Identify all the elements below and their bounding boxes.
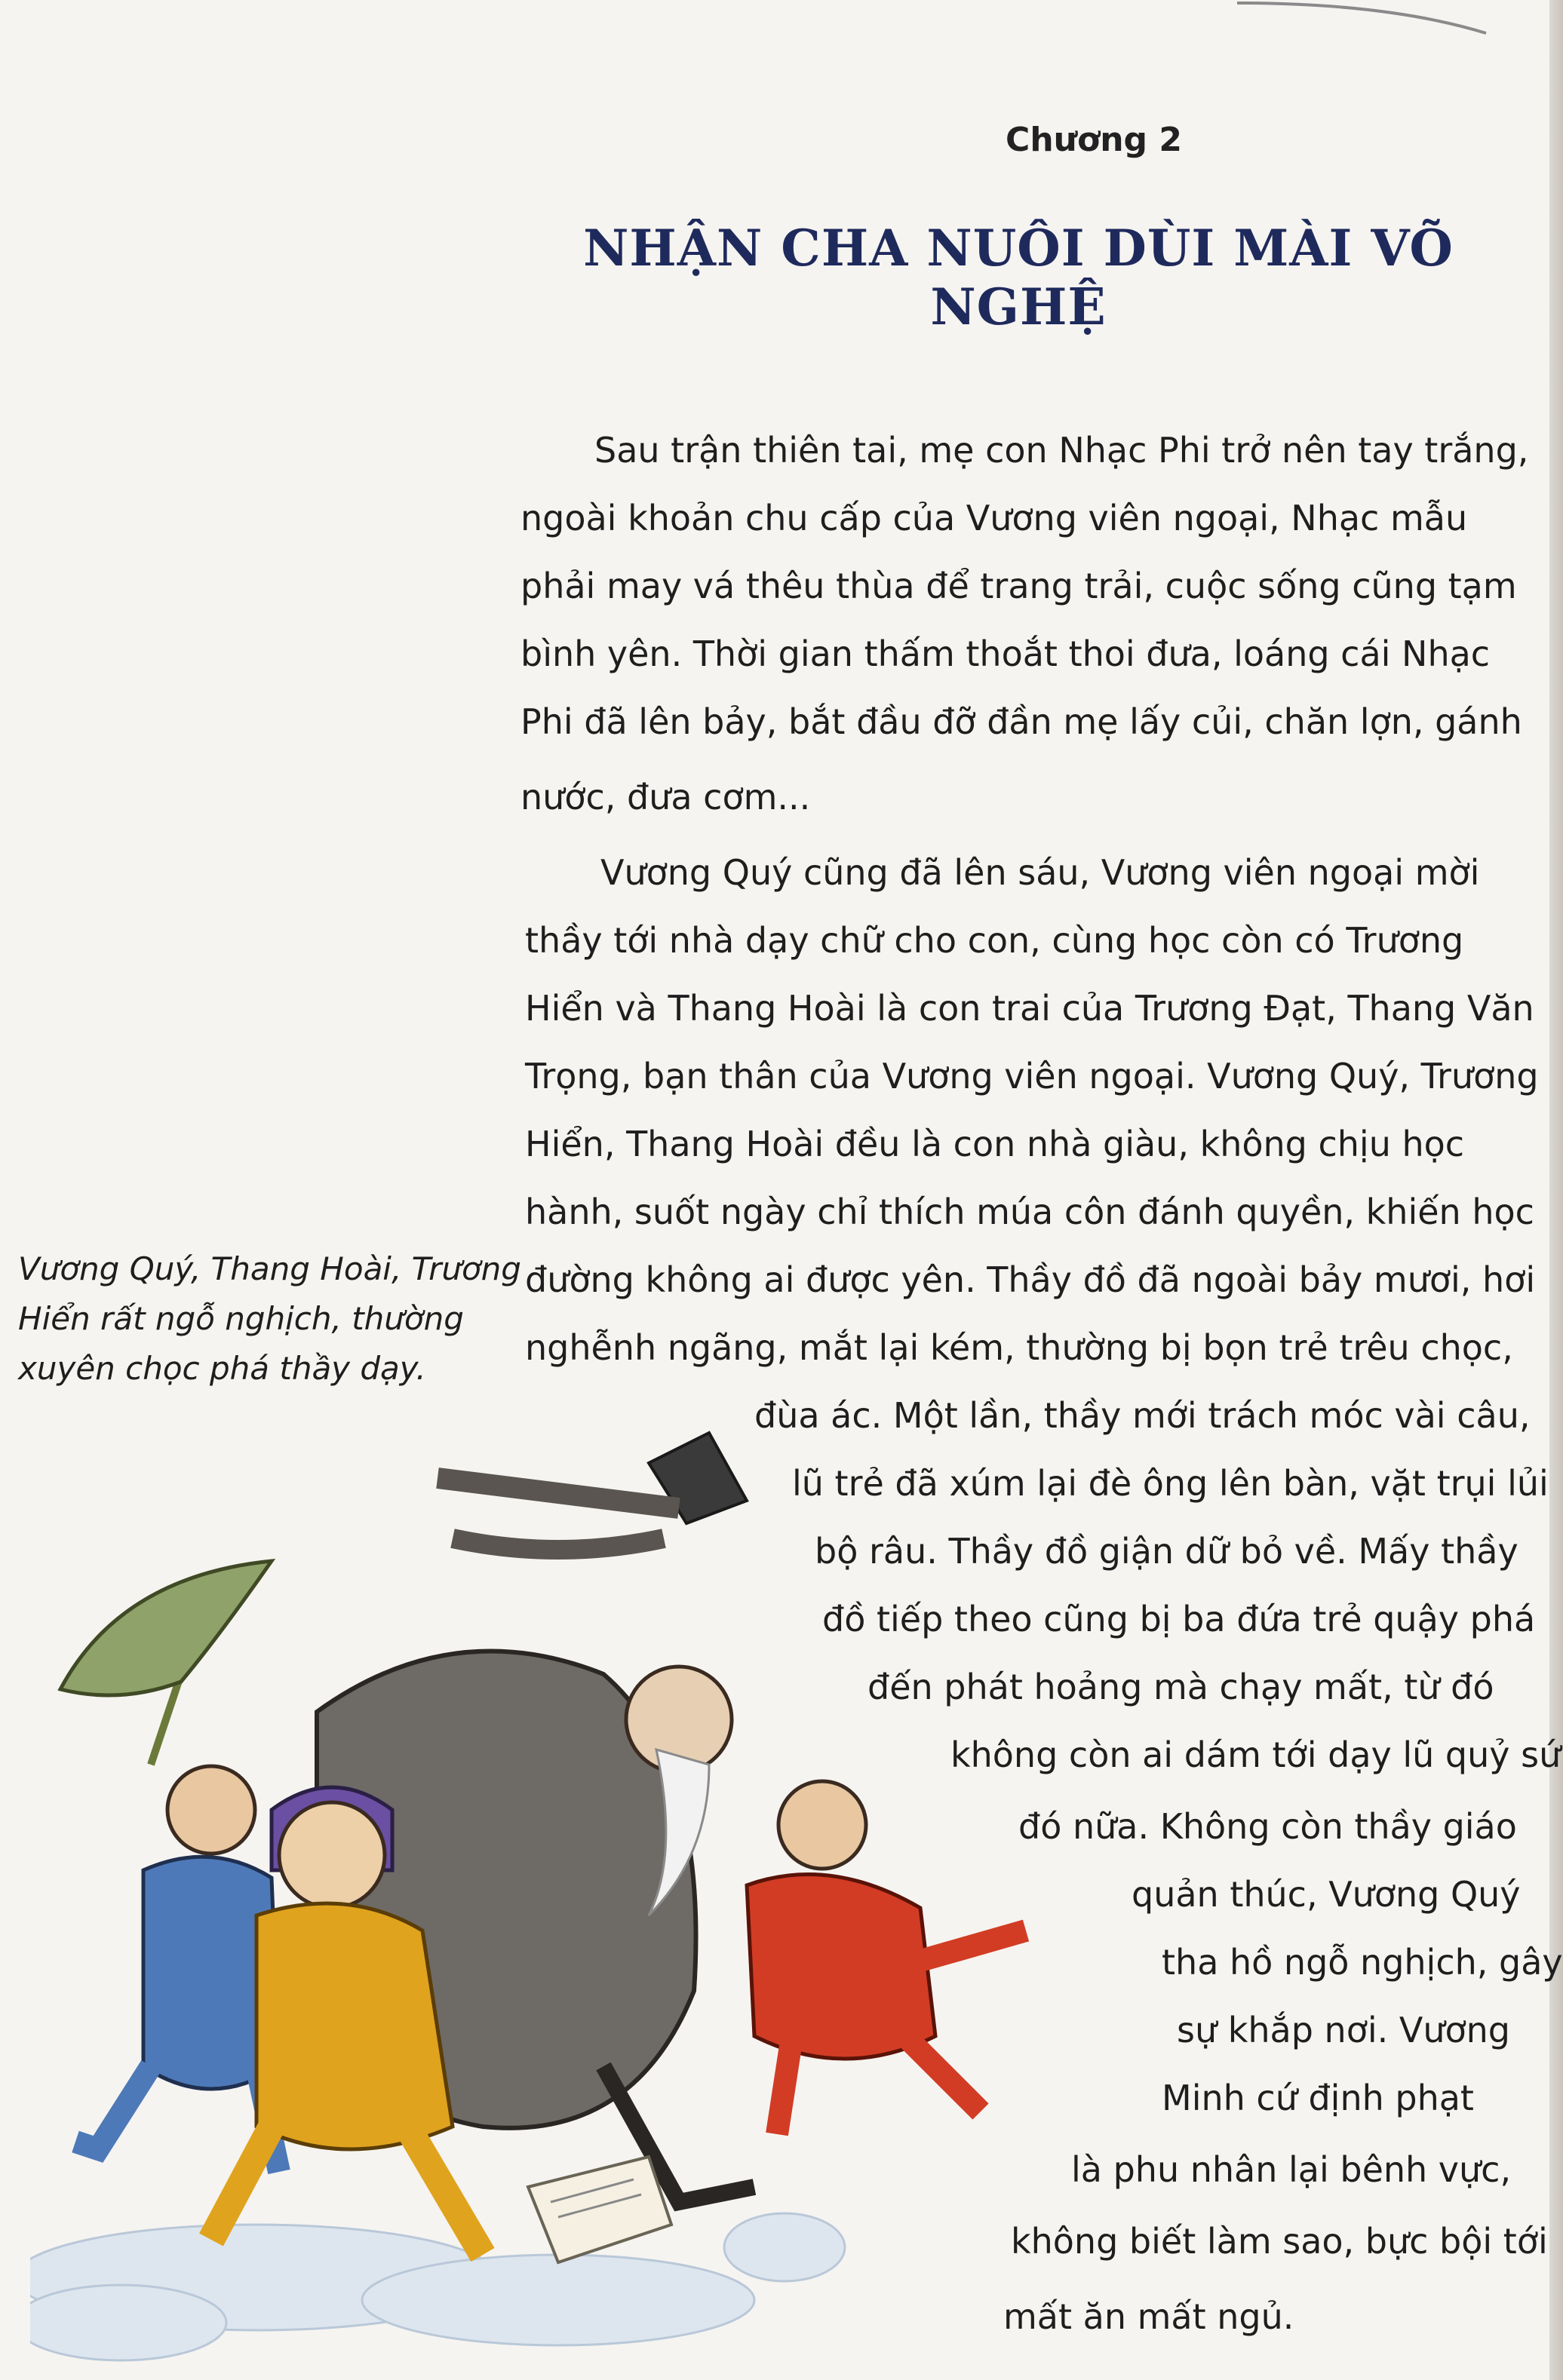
body-line: đồ tiếp theo cũng bị ba đứa trẻ quậy phá	[822, 1599, 1536, 1639]
caption-line: Hiển rất ngỗ nghịch, thường	[18, 1300, 464, 1337]
body-line: nước, đưa cơm...	[520, 777, 811, 817]
body-line: Trọng, bạn thân của Vương viên ngoại. Vương Quý, Trương	[525, 1056, 1539, 1096]
chapter-title: NHẬN CHA NUÔI DÙI MÀI VÕ NGHỆ	[583, 219, 1454, 336]
boy-red	[747, 1781, 1026, 2134]
body-line: Hiển, Thang Hoài đều là con nhà giàu, không chịu học	[525, 1124, 1465, 1164]
body-line: quản thúc, Vương Quý	[1132, 1874, 1521, 1915]
body-line: đường không ai được yên. Thầy đồ đã ngoài bảy mươi, hơi	[525, 1259, 1536, 1300]
body-line: lũ trẻ đã xúm lại đè ông lên bàn, vặt trụi lủi	[792, 1463, 1549, 1504]
body-line: Vương Quý cũng đã lên sáu, Vương viên ngoại mời	[600, 852, 1480, 893]
body-line: không còn ai dám tới dạy lũ quỷ sứ	[950, 1734, 1561, 1775]
chapter-label: Chương 2	[1006, 121, 1182, 159]
body-line: là phu nhân lại bênh vực,	[1071, 2149, 1512, 2190]
body-line: bộ râu. Thầy đồ giận dữ bỏ về. Mấy thầy	[815, 1531, 1518, 1572]
cloud-ground	[30, 2213, 845, 2360]
body-line: hành, suốt ngày chỉ thích múa côn đánh quyền, khiến học	[525, 1192, 1534, 1232]
boy-blue	[75, 1766, 279, 2172]
body-line: tha hồ ngỗ nghịch, gây	[1162, 1942, 1563, 1983]
illustration-caption	[18, 1244, 521, 1394]
caption-line: xuyên chọc phá thầy dạy.	[18, 1350, 426, 1387]
body-line: Phi đã lên bảy, bắt đầu đỡ đần mẹ lấy củi, chăn lợn, gánh	[520, 701, 1522, 742]
body-line: Minh cứ định phạt	[1162, 2078, 1474, 2118]
body-line: ngoài khoản chu cấp của Vương viên ngoại, Nhạc mẫu	[520, 498, 1468, 538]
body-line: nghễnh ngãng, mắt lại kém, thường bị bọn trẻ trêu chọc,	[525, 1327, 1513, 1368]
body-line: sự khắp nơi. Vương	[1177, 2010, 1510, 2050]
body-line: đến phát hoảng mà chạy mất, từ đó	[867, 1667, 1494, 1707]
lotus-leaf	[60, 1561, 272, 1765]
body-line: đùa ác. Một lần, thầy mới trách móc vài câu,	[754, 1395, 1531, 1436]
page-curl-shadow	[1237, 0, 1509, 45]
caption-line: Vương Quý, Thang Hoài, Trương	[18, 1250, 521, 1287]
body-line: Sau trận thiên tai, mẹ con Nhạc Phi trở nên tay trắng,	[594, 430, 1529, 471]
body-line: đó nữa. Không còn thầy giáo	[1018, 1806, 1517, 1847]
paper-scroll	[528, 2157, 671, 2262]
illustration-teacher-and-children	[30, 1388, 1132, 2380]
body-line: bình yên. Thời gian thấm thoắt thoi đưa, loáng cái Nhạc	[520, 633, 1491, 674]
body-line: thầy tới nhà dạy chữ cho con, cùng học còn có Trương	[525, 920, 1464, 961]
page-edge	[1549, 0, 1563, 2380]
body-line: mất ăn mất ngủ.	[1003, 2296, 1294, 2337]
body-line: không biết làm sao, bực bội tới	[1011, 2221, 1548, 2262]
body-line: Hiển và Thang Hoài là con trai của Trương Đạt, Thang Văn	[525, 988, 1534, 1029]
body-line: phải may vá thêu thùa để trang trải, cuộc sống cũng tạm	[520, 566, 1517, 606]
